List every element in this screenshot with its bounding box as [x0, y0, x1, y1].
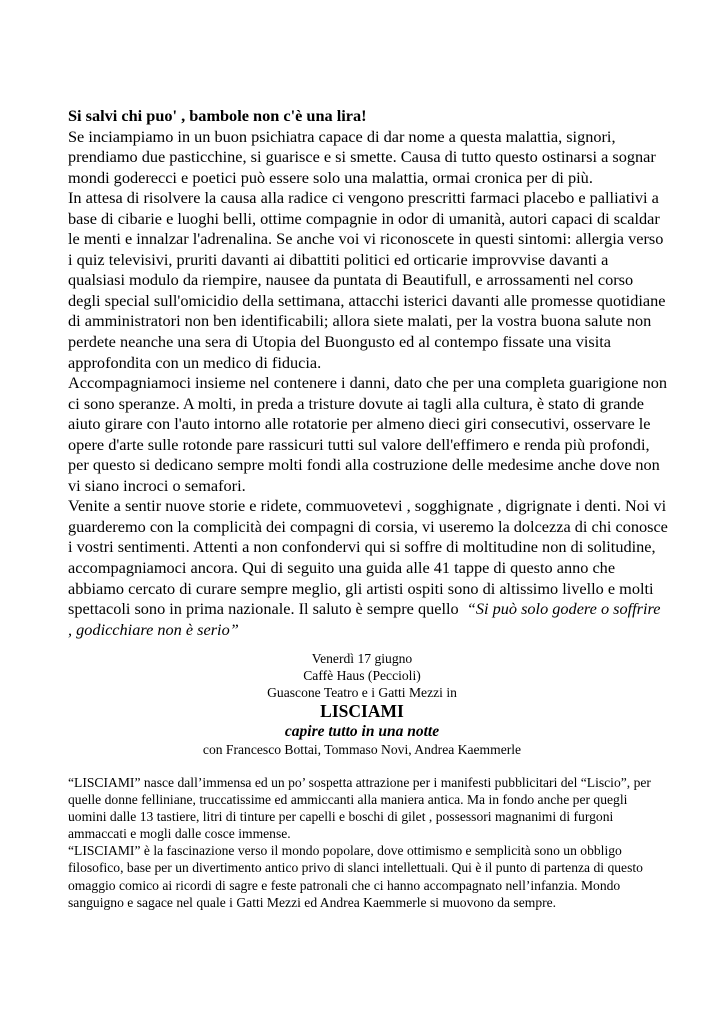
event-presenters: Guascone Teatro e i Gatti Mezzi in — [267, 685, 457, 700]
description-paragraph-1: “LISCIAMI” nasce dall’immensa ed un po’ sospetta attrazione per i manifesti pubblicitari del “Liscio”, per quelle donne felliniane, truccatissime ed ammiccanti alla maniera antica. Ma in fondo anche per quegli uomini dalle 13 tastiere, litri di tinture per capelli e boschi di gilet , possessori magnanimi di furgoni ammaccati e mogli dalle cosce immense. — [68, 775, 651, 842]
event-info — [62, 650, 662, 758]
event-venue: Caffè Haus (Peccioli) — [303, 668, 421, 683]
show-subtitle: capire tutto in una notte — [284, 723, 440, 740]
event-cast: con Francesco Bottai, Tommaso Novi, Andrea Kaemmerle — [202, 742, 522, 757]
event-date: Venerdì 17 giugno — [311, 651, 413, 666]
intro-section — [68, 106, 668, 640]
intro-title: Si salvi chi puo' , bambole non c'è una lira! — [68, 106, 367, 125]
intro-paragraph-3: Accompagniamoci insieme nel contenere i danni, dato che per una completa guarigione non ci sono speranze. A molti, in preda a tristure dovute ai tagli alla cultura, è stato di grande aiuto girare con l'auto intorno alle rotatorie per almeno dieci giri consecutivi, osservare le opere d'arte sulle rotonde pare rassicuri tutti sul valore dell'effimero e renda più profondi, per questo si dedicano sempre molti fondi alla costruzione delle medesime anche dove non vi siano incroci o semafori. — [68, 373, 668, 495]
intro-paragraph-1: Se inciampiamo in un buon psichiatra capace di dar nome a questa malattia, signori, prendiamo due pasticchine, si guarisce e si smette. Causa di tutto questo ostinarsi a sognar mondi goderecci e poetici può essere solo una malattia, ormai cronica per di più. — [68, 126, 656, 187]
show-title: LISCIAMI — [320, 701, 404, 721]
intro-paragraph-4 — [68, 496, 668, 640]
closing-quote: “Si può solo godere o soffrire , godicchiare non è serio” — [68, 599, 661, 639]
description-paragraph-2: “LISCIAMI” è la fascinazione verso il mondo popolare, dove ottimismo e semplicità sono un obbligo filosofico, base per un divertimento antico privo di slanci intellettuali. Qui è il punto di partenza di questo omaggio comico ai ricordi di sagre e feste patronali che ci hanno accompagnato nell’infanzia. Mondo sanguigno e sagace nel quale i Gatti Mezzi ed Andrea Kaemmerle si muovono da sempre. — [68, 843, 643, 910]
intro-paragraph-2: In attesa di risolvere la causa alla radice ci vengono prescritti farmaci placebo e palliativi a base di cibarie e luoghi belli, ottime compagnie in odor di umanità, autori capaci di scaldar le menti e innalzar l'adrenalina. Se anche voi vi riconoscete in questi sintomi: allergia verso i quiz televisivi, pruriti davanti ai dibattiti politici ed orticarie improvvise davanti a qualsiasi modulo da riempire, nausee da puntata di Beautifull, e arrossamenti nel corso degli special sull'omicidio della settimana, attacchi isterici davanti alle promesse quotidiane di amministratori non ben identificabili; allora siete malati, per la vostra buona salute non perdete neanche una sera di Utopia del Buongusto ed al contempo fissate una visita approfondita con un medico di fiducia. — [68, 188, 666, 372]
show-description — [68, 774, 668, 911]
intro-paragraph-4-text: Venite a sentir nuove storie e ridete, commuovetevi , sogghignate , digrignate i denti. Noi vi guarderemo con la complicità dei compagni di corsia, vi useremo la dolcezza di chi conosce i vostri sentimenti. Attenti a non confondervi qui si soffre di moltitudine non di solitudine, accompagniamoci ancora. Qui di seguito una guida alle 41 tappe di questo anno che abbiamo cercato di curare sempre meglio, gli artisti ospiti sono di altissimo livello e molti spettacoli sono in prima nazionale. Il saluto è sempre quello — [68, 496, 668, 619]
